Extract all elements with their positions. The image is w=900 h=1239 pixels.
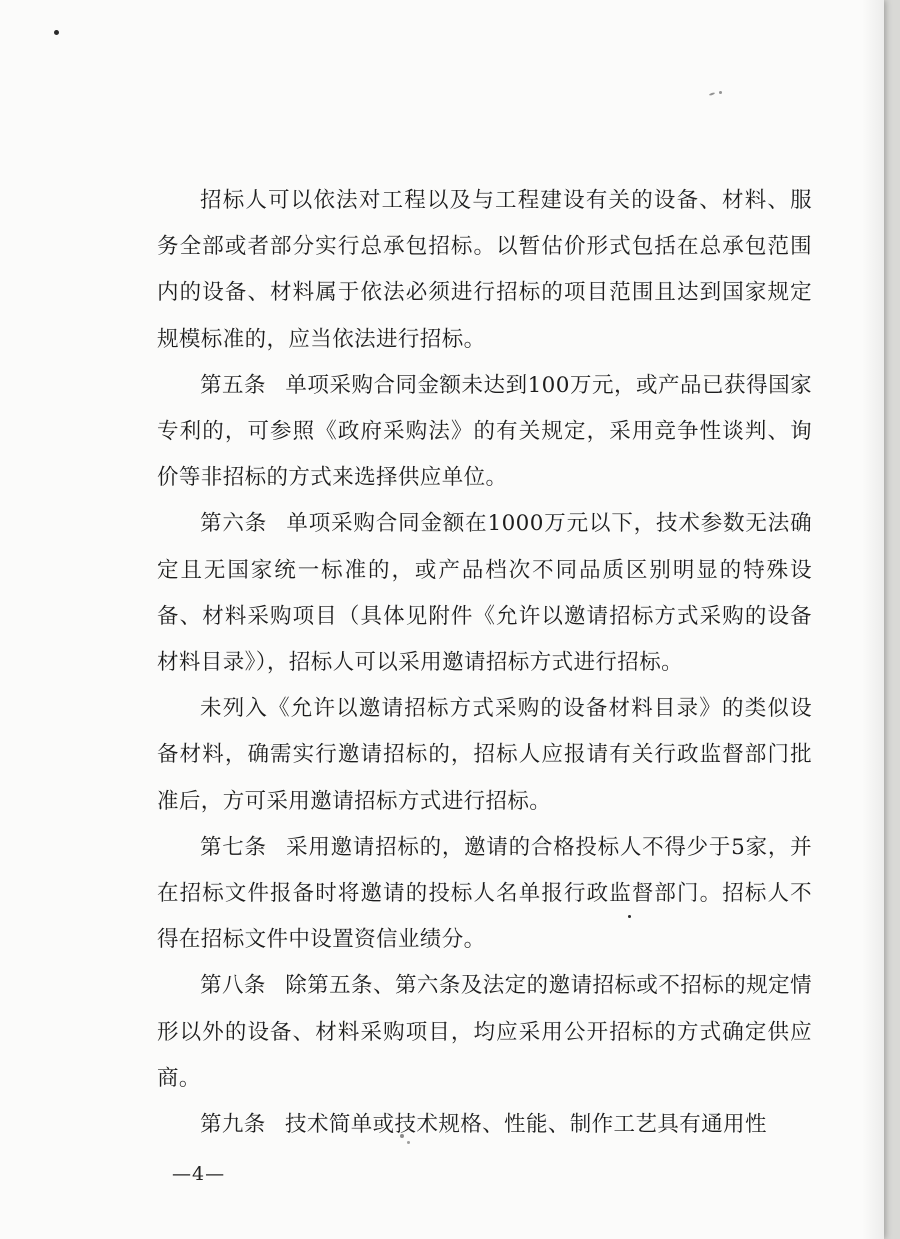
paragraph-article-5	[157, 363, 812, 502]
document-body	[157, 178, 812, 1148]
article-number: 第八条	[200, 973, 266, 999]
paragraph-text: 采用邀请招标的，邀请的合格投标人不得少于5家，并在招标文件报备时将邀请的投标人名单报行政监督部门。招标人不得在招标文件中设置资信业绩分。	[157, 834, 813, 953]
paragraph-text: 技术简单或技术规格、性能、制作工艺具有通用性	[285, 1112, 767, 1138]
paragraph-unlisted-materials	[157, 686, 812, 825]
paragraph-general-contracting	[157, 178, 812, 363]
scan-speck	[709, 92, 715, 96]
paragraph-article-6	[157, 501, 812, 686]
paragraph-article-9	[157, 1102, 812, 1148]
article-number: 第九条	[200, 1112, 266, 1138]
article-number: 第七条	[200, 834, 267, 860]
scan-speck	[719, 91, 722, 94]
paragraph-article-7	[157, 825, 812, 964]
paragraph-text: 单项采购合同金额在1000万元以下，技术参数无法确定且无国家统一标准的，或产品档次不同品质区别明显的特殊设备、材料采购项目（具体见附件《允许以邀请招标方式采购的设备材料目录》），招标人可以采用邀请招标方式进行招标。	[157, 511, 813, 676]
article-number: 第六条	[200, 511, 268, 537]
paragraph-article-8	[157, 963, 812, 1102]
paragraph-text: 单项采购合同金额未达到100万元，或产品已获得国家专利的，可参照《政府采购法》的有关规定，采用竞争性谈判、询价等非招标的方式来选择供应单位。	[157, 372, 813, 491]
article-number: 第五条	[200, 372, 267, 398]
paragraph-text: 除第五条、第六条及法定的邀请招标或不招标的规定情形以外的设备、材料采购项目，均应采用公开招标的方式确定供应商。	[157, 973, 812, 1091]
paragraph-text: 招标人可以依法对工程以及与工程建设有关的设备、材料、服务全部或者部分实行总承包招标。以暂估价形式包括在总承包范围内的设备、材料属于依法必须进行招标的项目范围且达到国家规定规模标准的，应当依法进行招标。	[157, 188, 812, 352]
page-number: —4—	[172, 1163, 226, 1185]
paragraph-text: 未列入《允许以邀请招标方式采购的设备材料目录》的类似设备材料，确需实行邀请招标的，招标人应报请有关行政监督部门批准后，方可采用邀请招标方式进行招标。	[157, 696, 812, 814]
scan-speck	[54, 30, 59, 35]
